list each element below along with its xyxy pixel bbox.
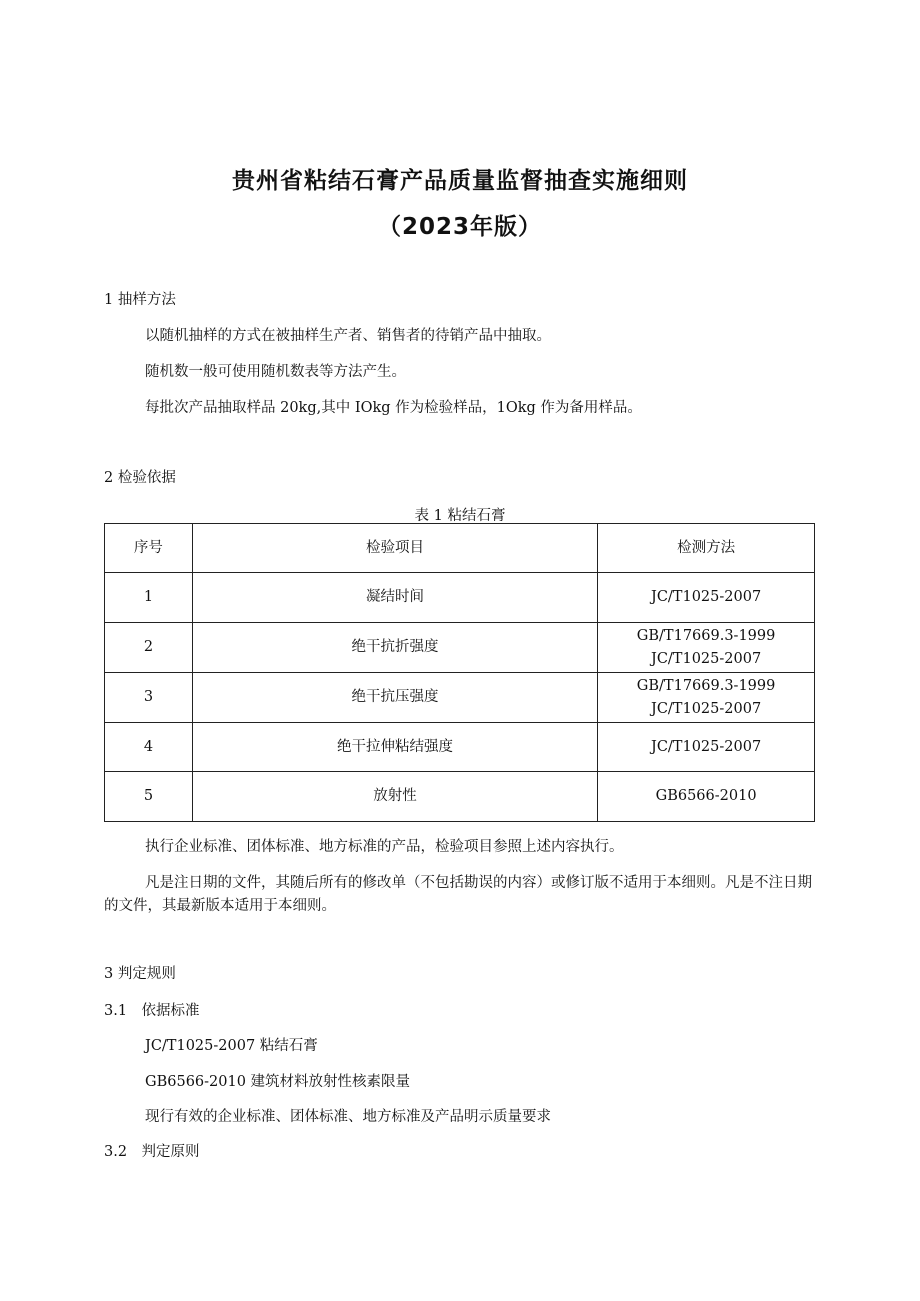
- cell-no: 5: [105, 772, 193, 822]
- method-line: JC/T1025-2007: [651, 650, 762, 667]
- standard-1: JC/T1025-2007 粘结石膏: [145, 1038, 318, 1054]
- cell-item: 绝干抗折强度: [192, 623, 597, 673]
- section-3-heading: 3 判定规则: [104, 966, 176, 982]
- document-edition: （2023年版）: [377, 214, 542, 240]
- cell-item: 绝干抗压强度: [192, 673, 597, 723]
- method-line: JC/T1025-2007: [651, 738, 762, 755]
- table-row: [105, 623, 815, 673]
- header-method: 检测方法: [598, 524, 815, 573]
- cell-item: 凝结时间: [192, 573, 597, 623]
- cell-method: [598, 573, 815, 623]
- cell-no: 1: [105, 573, 193, 623]
- cell-method: [598, 623, 815, 673]
- table-row: [105, 723, 815, 772]
- cell-method: [598, 673, 815, 723]
- cell-item: 放射性: [192, 772, 597, 822]
- section-1-line-1: 以随机抽样的方式在被抽样生产者、销售者的待销产品中抽取。: [145, 328, 551, 344]
- table-row: [105, 772, 815, 822]
- method-line: GB/T17669.3-1999: [636, 627, 776, 644]
- standard-3: 现行有效的企业标准、团体标准、地方标准及产品明示质量要求: [145, 1109, 551, 1125]
- method-line: GB/T17669.3-1999: [636, 677, 776, 694]
- method-line: JC/T1025-2007: [651, 589, 762, 605]
- section-3-1-heading: 3.1 依据标准: [104, 1003, 200, 1019]
- cell-item: 绝干拉伸粘结强度: [192, 723, 597, 772]
- table-row: [105, 673, 815, 723]
- table-caption: 表 1 粘结石膏: [414, 508, 506, 524]
- inspection-table: [104, 523, 815, 822]
- section-1-line-2: 随机数一般可使用随机数表等方法产生。: [145, 364, 406, 380]
- table-header-row: [105, 524, 815, 573]
- cell-no: 2: [105, 623, 193, 673]
- header-no: 序号: [105, 524, 193, 573]
- cell-method: [598, 723, 815, 772]
- section-1-line-3: 每批次产品抽取样品 20kg,其中 IOkg 作为检验样品，1Okg 作为备用样品。: [145, 400, 642, 416]
- header-item: 检验项目: [192, 524, 597, 573]
- table-note-2: 凡是注日期的文件，其随后所有的修改单（不包括勘误的内容）或修订版不适用于本细则。凡是不注日期的文件，其最新版本适用于本细则。: [104, 875, 812, 914]
- table-row: [105, 573, 815, 623]
- method-line: GB6566-2010: [655, 788, 757, 804]
- document-title: 贵州省粘结石膏产品质量监督抽查实施细则: [232, 168, 688, 194]
- standard-2: GB6566-2010 建筑材料放射性核素限量: [145, 1074, 411, 1090]
- cell-no: 3: [105, 673, 193, 723]
- section-1-heading: 1 抽样方法: [104, 292, 176, 308]
- section-3-2-heading: 3.2 判定原则: [104, 1144, 200, 1160]
- method-line: JC/T1025-2007: [651, 700, 762, 717]
- cell-method: [598, 772, 815, 822]
- section-2-heading: 2 检验依据: [104, 470, 176, 486]
- table-note-1: 执行企业标准、团体标准、地方标准的产品，检验项目参照上述内容执行。: [145, 839, 624, 855]
- cell-no: 4: [105, 723, 193, 772]
